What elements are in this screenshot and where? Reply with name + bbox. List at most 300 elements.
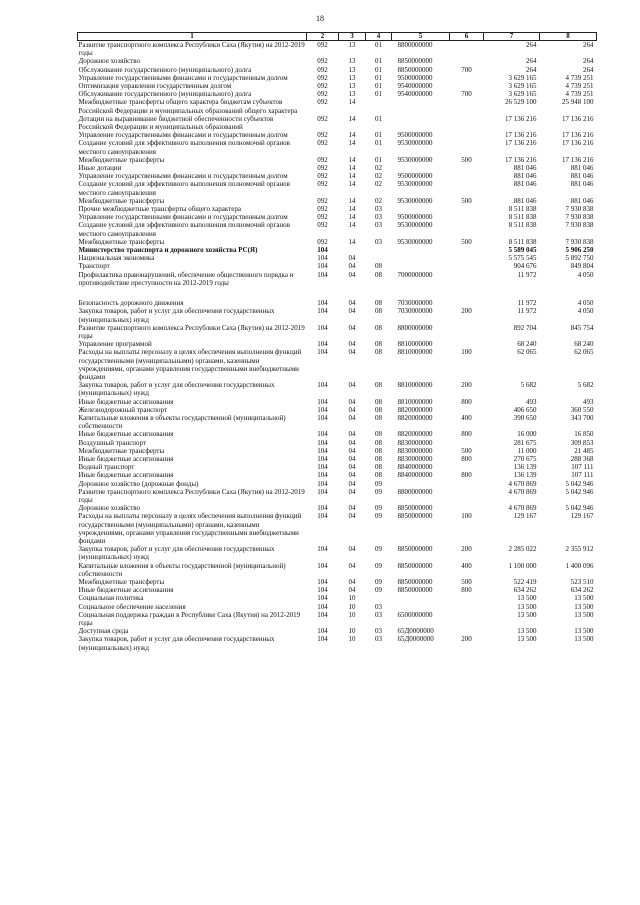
cell-2: 104	[317, 438, 328, 447]
cell-7: 264	[526, 65, 537, 74]
cell-5	[392, 603, 450, 611]
cell-5	[392, 254, 450, 262]
cell-2: 092	[317, 65, 328, 74]
cell-7: 8 511 838	[508, 221, 537, 230]
cell-2: 104	[317, 594, 328, 603]
cell-7: 17 136 216	[505, 131, 537, 140]
table-row	[78, 611, 597, 627]
cell-8: 5 042 946	[565, 479, 594, 488]
cell-7: 13 500	[517, 635, 537, 644]
cell-5: 9540000000	[397, 82, 433, 91]
cell-6	[450, 603, 484, 611]
cell-8: 5 892 750	[565, 254, 594, 263]
table-row	[78, 82, 597, 90]
cell-6	[450, 463, 484, 471]
cell-2: 104	[317, 254, 328, 263]
table-row	[78, 471, 597, 479]
cell-5: 8850000000	[397, 57, 433, 66]
cell-3: 10	[348, 610, 356, 619]
table-row	[78, 398, 597, 406]
row-name: Капитальные вложения в объекты государственной (муниципальной) собственности	[78, 413, 286, 431]
table-row	[78, 603, 597, 611]
row-name: Развитие транспортного комплекса Республики Саха (Якутия) на 2012-2019 годы	[78, 487, 305, 504]
cell-6: 100	[461, 348, 472, 357]
cell-7: 13 500	[517, 602, 537, 611]
cell-5: 8800000000	[397, 323, 433, 332]
cell-8: 13 500	[574, 627, 594, 636]
cell-4: 08	[375, 413, 382, 422]
table-row	[78, 324, 597, 340]
cell-3: 14	[348, 196, 356, 205]
cell-6	[450, 439, 484, 447]
cell-7: 264	[526, 41, 537, 49]
cell-6: 800	[461, 586, 472, 595]
row-name: Создание условий для эффективного выполнения полномочий органов местного самоуправления	[78, 139, 290, 156]
cell-4: 03	[375, 237, 382, 246]
cell-3: 13	[348, 57, 356, 66]
cell-4	[366, 98, 392, 114]
row-name: Расходы на выплаты персоналу в целях обеспечения выполнения функций государственными (муниципальными) органами, казенными учреждениями, органами управления государственными внебюджетными фондами	[78, 348, 302, 381]
cell-2: 104	[317, 454, 328, 463]
col-header-8: 8	[540, 33, 597, 41]
cell-6	[450, 504, 484, 512]
row-name: Управление государственными финансами и государственным долгом	[78, 172, 288, 181]
table-row	[78, 213, 597, 221]
cell-6	[450, 41, 484, 58]
cell-4: 01	[375, 73, 382, 82]
cell-7: 5 575 545	[508, 254, 537, 263]
row-name: Профилактика правонарушений, обеспечение общественного порядка и противодействие преступности на 2012-2019 годы	[78, 270, 294, 287]
cell-8: 62 065	[574, 348, 594, 357]
cell-5: 8850000000	[397, 578, 433, 586]
header-row	[78, 33, 597, 41]
cell-5: 8820000000	[397, 430, 433, 439]
cell-8: 849 804	[570, 262, 594, 271]
cell-5: 8800000000	[397, 487, 433, 496]
cell-6	[450, 115, 484, 131]
cell-3: 10	[348, 627, 356, 636]
cell-5: 9500000000	[397, 73, 433, 82]
cell-5: 8850000000	[397, 586, 433, 595]
cell-7: 634 262	[513, 586, 537, 595]
cell-4: 09	[375, 512, 382, 521]
cell-2: 092	[317, 90, 328, 99]
table-row	[78, 635, 597, 651]
cell-5	[392, 262, 450, 270]
cell-7: 11 972	[517, 299, 537, 308]
cell-4: 01	[375, 90, 382, 99]
cell-2: 104	[317, 512, 328, 521]
cell-7: 17 136 216	[505, 155, 537, 164]
cell-4: 01	[375, 131, 382, 140]
table-row	[78, 156, 597, 164]
row-name: Развитие транспортного комплекса Республики Саха (Якутия) на 2012-2019 годы	[78, 323, 305, 340]
cell-8: 4 739 251	[565, 73, 594, 82]
cell-2: 092	[317, 73, 328, 82]
cell-4: 08	[375, 430, 382, 439]
cell-5: 6500000000	[397, 610, 433, 619]
cell-5: 8830000000	[397, 438, 433, 447]
cell-6: 200	[461, 381, 472, 390]
cell-4: 08	[375, 454, 382, 463]
cell-2: 092	[317, 213, 328, 222]
cell-3: 14	[348, 237, 356, 246]
cell-4: 03	[375, 627, 382, 636]
cell-3: 04	[348, 262, 356, 271]
cell-2: 104	[317, 307, 328, 316]
cell-3: 04	[348, 323, 356, 332]
col-header-7: 7	[484, 33, 540, 41]
cell-2: 104	[317, 471, 328, 480]
cell-7: 68 240	[517, 340, 537, 349]
cell-3: 04	[348, 471, 356, 480]
cell-5: 9540000000	[397, 90, 433, 99]
cell-7: 493	[526, 397, 537, 406]
cell-8: 7 930 838	[565, 237, 594, 246]
cell-5: 9530000000	[397, 139, 433, 148]
cell-3: 04	[348, 270, 356, 279]
cell-8: 264	[583, 65, 594, 74]
cell-3: 14	[348, 98, 356, 107]
table-row	[78, 340, 597, 348]
table-row	[78, 430, 597, 438]
cell-2: 104	[317, 610, 328, 619]
cell-4: 08	[375, 348, 382, 357]
cell-6: 400	[461, 561, 472, 570]
row-name: Управление государственными финансами и государственным долгом	[78, 73, 288, 82]
col-header-5: 5	[392, 33, 450, 41]
row-name: Межбюджетные трансферты общего характера бюджетам субъектов Российской Федерации и муниципальных образований общего характера	[78, 98, 298, 115]
table-row	[78, 299, 597, 307]
cell-8: 264	[583, 41, 594, 49]
cell-7: 11 000	[517, 446, 537, 455]
cell-2: 092	[317, 131, 328, 140]
cell-3: 10	[348, 635, 356, 644]
cell-8: 343 700	[570, 413, 594, 422]
cell-6	[450, 262, 484, 270]
cell-3: 04	[348, 413, 356, 422]
row-name: Иные бюджетные ассигнования	[78, 454, 174, 463]
cell-2: 104	[317, 578, 328, 586]
table-row	[78, 41, 597, 58]
cell-4: 08	[375, 438, 382, 447]
cell-6	[450, 254, 484, 262]
cell-4: 08	[375, 446, 382, 455]
table-row	[78, 172, 597, 180]
cell-6	[450, 406, 484, 414]
cell-4: 01	[375, 155, 382, 164]
cell-4: 03	[375, 221, 382, 230]
cell-4: 09	[375, 586, 382, 595]
row-name: Иные дотации	[78, 164, 122, 173]
cell-3: 14	[348, 139, 356, 148]
cell-2: 092	[317, 205, 328, 214]
row-name: Дорожное хозяйство	[78, 57, 141, 66]
cell-2: 104	[317, 635, 328, 644]
cell-3: 14	[348, 131, 356, 140]
cell-2: 104	[317, 340, 328, 349]
cell-4: 02	[375, 172, 382, 181]
cell-8: 4 050	[577, 299, 594, 308]
cell-4: 08	[375, 270, 382, 279]
cell-3: 04	[348, 307, 356, 316]
cell-3: 04	[348, 463, 356, 472]
cell-6	[450, 299, 484, 307]
cell-2: 092	[317, 139, 328, 148]
cell-3: 13	[348, 90, 356, 99]
cell-8: 68 240	[574, 340, 594, 349]
cell-8: 13 500	[574, 635, 594, 644]
cell-4: 01	[375, 139, 382, 148]
cell-7: 522 419	[513, 578, 537, 586]
cell-7: 881 046	[513, 164, 537, 173]
cell-5: 9530000000	[397, 237, 433, 246]
cell-7: 5 589 045	[508, 246, 537, 255]
row-name: Воздушный транспорт	[78, 438, 147, 447]
cell-3: 13	[348, 41, 356, 49]
cell-8: 7 930 838	[565, 221, 594, 230]
cell-3: 04	[348, 340, 356, 349]
cell-6	[450, 205, 484, 213]
table-row	[78, 414, 597, 430]
table-row	[78, 381, 597, 397]
table-row	[78, 180, 597, 196]
cell-2: 104	[317, 463, 328, 472]
row-name: Создание условий для эффективного выполнения полномочий органов местного самоуправления	[78, 221, 290, 238]
table-row	[78, 98, 597, 114]
cell-4: 09	[375, 487, 382, 496]
table-row	[78, 545, 597, 561]
cell-5: 8800000000	[397, 41, 433, 49]
cell-6	[450, 480, 484, 488]
table-row	[78, 271, 597, 299]
cell-5: 7000000000	[397, 270, 433, 279]
cell-7: 129 167	[513, 512, 537, 521]
row-name: Управление государственными финансами и государственным долгом	[78, 131, 288, 140]
cell-2: 092	[317, 172, 328, 181]
cell-3: 04	[348, 586, 356, 595]
cell-8: 5 042 946	[565, 504, 594, 513]
table-row	[78, 463, 597, 471]
table-row	[78, 164, 597, 172]
cell-7: 3 629 165	[508, 73, 537, 82]
cell-8: 2 355 912	[565, 545, 594, 554]
cell-4: 08	[375, 463, 382, 472]
row-name: Иные бюджетные ассигнования	[78, 397, 174, 406]
cell-3: 14	[348, 180, 356, 189]
cell-2: 104	[317, 397, 328, 406]
cell-7: 13 500	[517, 627, 537, 636]
cell-8: 845 754	[570, 323, 594, 332]
cell-2: 092	[317, 57, 328, 66]
cell-2: 104	[317, 262, 328, 271]
row-name: Иные бюджетные ассигнования	[78, 471, 174, 480]
col-header-6: 6	[450, 33, 484, 41]
cell-3: 14	[348, 114, 356, 123]
row-name: Капитальные вложения в объекты государственной (муниципальной) собственности	[78, 561, 286, 578]
cell-2: 092	[317, 98, 328, 107]
cell-5: 7030000000	[397, 307, 433, 316]
cell-4: 08	[375, 299, 382, 308]
cell-2: 104	[317, 586, 328, 595]
table-row	[78, 488, 597, 504]
cell-5: 9500000000	[397, 213, 433, 222]
cell-3: 04	[348, 504, 356, 513]
cell-8: 13 500	[574, 610, 594, 619]
cell-5: 8840000000	[397, 463, 433, 472]
cell-7: 881 046	[513, 196, 537, 205]
cell-2: 092	[317, 114, 328, 123]
cell-4: 01	[375, 57, 382, 66]
cell-5: 65Д0000000	[397, 627, 434, 636]
cell-7: 16 000	[517, 430, 537, 439]
cell-6: 800	[461, 471, 472, 480]
cell-6	[450, 627, 484, 635]
table-row	[78, 197, 597, 205]
cell-8: 13 500	[574, 602, 594, 611]
cell-8: 4 050	[577, 307, 594, 316]
row-name: Создание условий для эффективного выполнения полномочий органов местного самоуправления	[78, 180, 290, 197]
cell-2: 104	[317, 602, 328, 611]
cell-8: 288 368	[570, 454, 594, 463]
row-name: Управление государственными финансами и государственным долгом	[78, 213, 288, 222]
cell-4: 09	[375, 504, 382, 513]
cell-5: 9500000000	[397, 172, 433, 181]
cell-8: 4 050	[577, 270, 594, 279]
cell-3: 04	[348, 438, 356, 447]
row-name: Развитие транспортного комплекса Республики Саха (Якутия) на 2012-2019 годы	[78, 41, 305, 58]
row-name: Обслуживание государственного (муниципального) долга	[78, 90, 252, 99]
cell-8: 13 500	[574, 594, 594, 603]
row-name: Дорожное хозяйство	[78, 504, 141, 513]
table-row	[78, 262, 597, 270]
cell-4: 03	[375, 213, 382, 222]
cell-2: 104	[317, 545, 328, 554]
row-name: Иные бюджетные ассигнования	[78, 586, 174, 595]
table-row	[78, 246, 597, 254]
cell-8: 4 739 251	[565, 82, 594, 91]
cell-5: 8850000000	[397, 512, 433, 521]
cell-3: 04	[348, 578, 356, 586]
cell-5: 7030000000	[397, 299, 433, 308]
cell-5: 8850000000	[397, 545, 433, 554]
row-name: Дотации на выравнивание бюджетной обеспеченности субъектов Российской Федерации и муниципальных образований	[78, 114, 274, 132]
table-row	[78, 480, 597, 488]
cell-7: 17 136 216	[505, 114, 537, 123]
cell-4	[366, 246, 392, 254]
cell-4: 09	[375, 479, 382, 488]
cell-7: 5 682	[520, 381, 537, 390]
row-name: Обслуживание государственного (муниципального) долга	[78, 65, 252, 74]
cell-7: 17 136 216	[505, 139, 537, 148]
cell-3: 10	[348, 602, 356, 611]
cell-8: 309 853	[570, 438, 594, 447]
table-row	[78, 254, 597, 262]
cell-5: 8820000000	[397, 405, 433, 414]
cell-2: 104	[317, 246, 328, 255]
cell-3: 14	[348, 172, 356, 181]
cell-5	[392, 115, 450, 131]
cell-4: 03	[375, 205, 382, 214]
cell-8: 129 167	[570, 512, 594, 521]
cell-5: 8850000000	[397, 65, 433, 74]
cell-6: 500	[461, 578, 472, 586]
cell-7: 11 972	[517, 270, 537, 279]
cell-5: 9530000000	[397, 155, 433, 164]
cell-4: 08	[375, 323, 382, 332]
table-row	[78, 504, 597, 512]
cell-8: 881 046	[570, 196, 594, 205]
cell-8: 16 850	[574, 430, 594, 439]
cell-3: 13	[348, 82, 356, 91]
table-row	[78, 221, 597, 237]
cell-6	[450, 82, 484, 90]
cell-3: 04	[348, 561, 356, 570]
cell-6	[450, 340, 484, 348]
table-row	[78, 562, 597, 578]
cell-4: 08	[375, 381, 382, 390]
row-name: Закупка товаров, работ и услуг для обеспечения государственных (муниципальных) нужд	[78, 635, 275, 652]
row-name: Межбюджетные трансферты	[78, 155, 165, 164]
cell-4: 08	[375, 340, 382, 349]
cell-8: 881 046	[570, 164, 594, 173]
row-name: Закупка товаров, работ и услуг для обеспечения государственных (муниципальных) нужд	[78, 307, 275, 324]
row-name: Железнодорожный транспорт	[78, 405, 168, 414]
cell-3	[339, 246, 366, 254]
row-name: Транспорт	[78, 262, 110, 271]
cell-4	[366, 254, 392, 262]
table-row	[78, 57, 597, 65]
cell-5: 65Д0000000	[397, 635, 434, 644]
cell-2: 104	[317, 487, 328, 496]
cell-2: 104	[317, 413, 328, 422]
cell-8: 881 046	[570, 172, 594, 181]
row-name: Расходы на выплаты персоналу в целях обеспечения выполнения функций государственными (муниципальными) органами, казенными учреждениями, органами управления государственными внебюджетными фондами	[78, 512, 302, 545]
cell-5	[392, 205, 450, 213]
table-row	[78, 578, 597, 586]
cell-6: 700	[461, 65, 472, 74]
cell-7: 4 670 869	[508, 504, 537, 513]
cell-6	[450, 246, 484, 254]
cell-6	[450, 74, 484, 82]
table-row	[78, 66, 597, 74]
cell-3: 14	[348, 213, 356, 222]
table-row	[78, 512, 597, 545]
cell-8: 523 510	[570, 578, 594, 586]
cell-5: 9530000000	[397, 221, 433, 230]
cell-6	[450, 488, 484, 504]
cell-8: 17 136 216	[562, 155, 594, 164]
cell-3: 04	[348, 545, 356, 554]
row-name: Министерство транспорта и дорожного хозяйства РС(Я)	[78, 246, 258, 255]
cell-3: 04	[348, 454, 356, 463]
row-name: Социальное обеспечение населения	[78, 602, 186, 611]
cell-5: 8810000000	[397, 340, 433, 349]
cell-4	[366, 594, 392, 602]
cell-3: 04	[348, 348, 356, 357]
cell-5: 8830000000	[397, 454, 433, 463]
cell-6: 200	[461, 635, 472, 644]
cell-6: 500	[461, 196, 472, 205]
cell-7: 881 046	[513, 172, 537, 181]
table-row	[78, 406, 597, 414]
table-row	[78, 586, 597, 594]
cell-7: 406 650	[513, 405, 537, 414]
cell-5	[392, 594, 450, 602]
cell-6	[450, 611, 484, 627]
cell-7: 26 529 100	[505, 98, 537, 107]
cell-3: 04	[348, 254, 356, 263]
